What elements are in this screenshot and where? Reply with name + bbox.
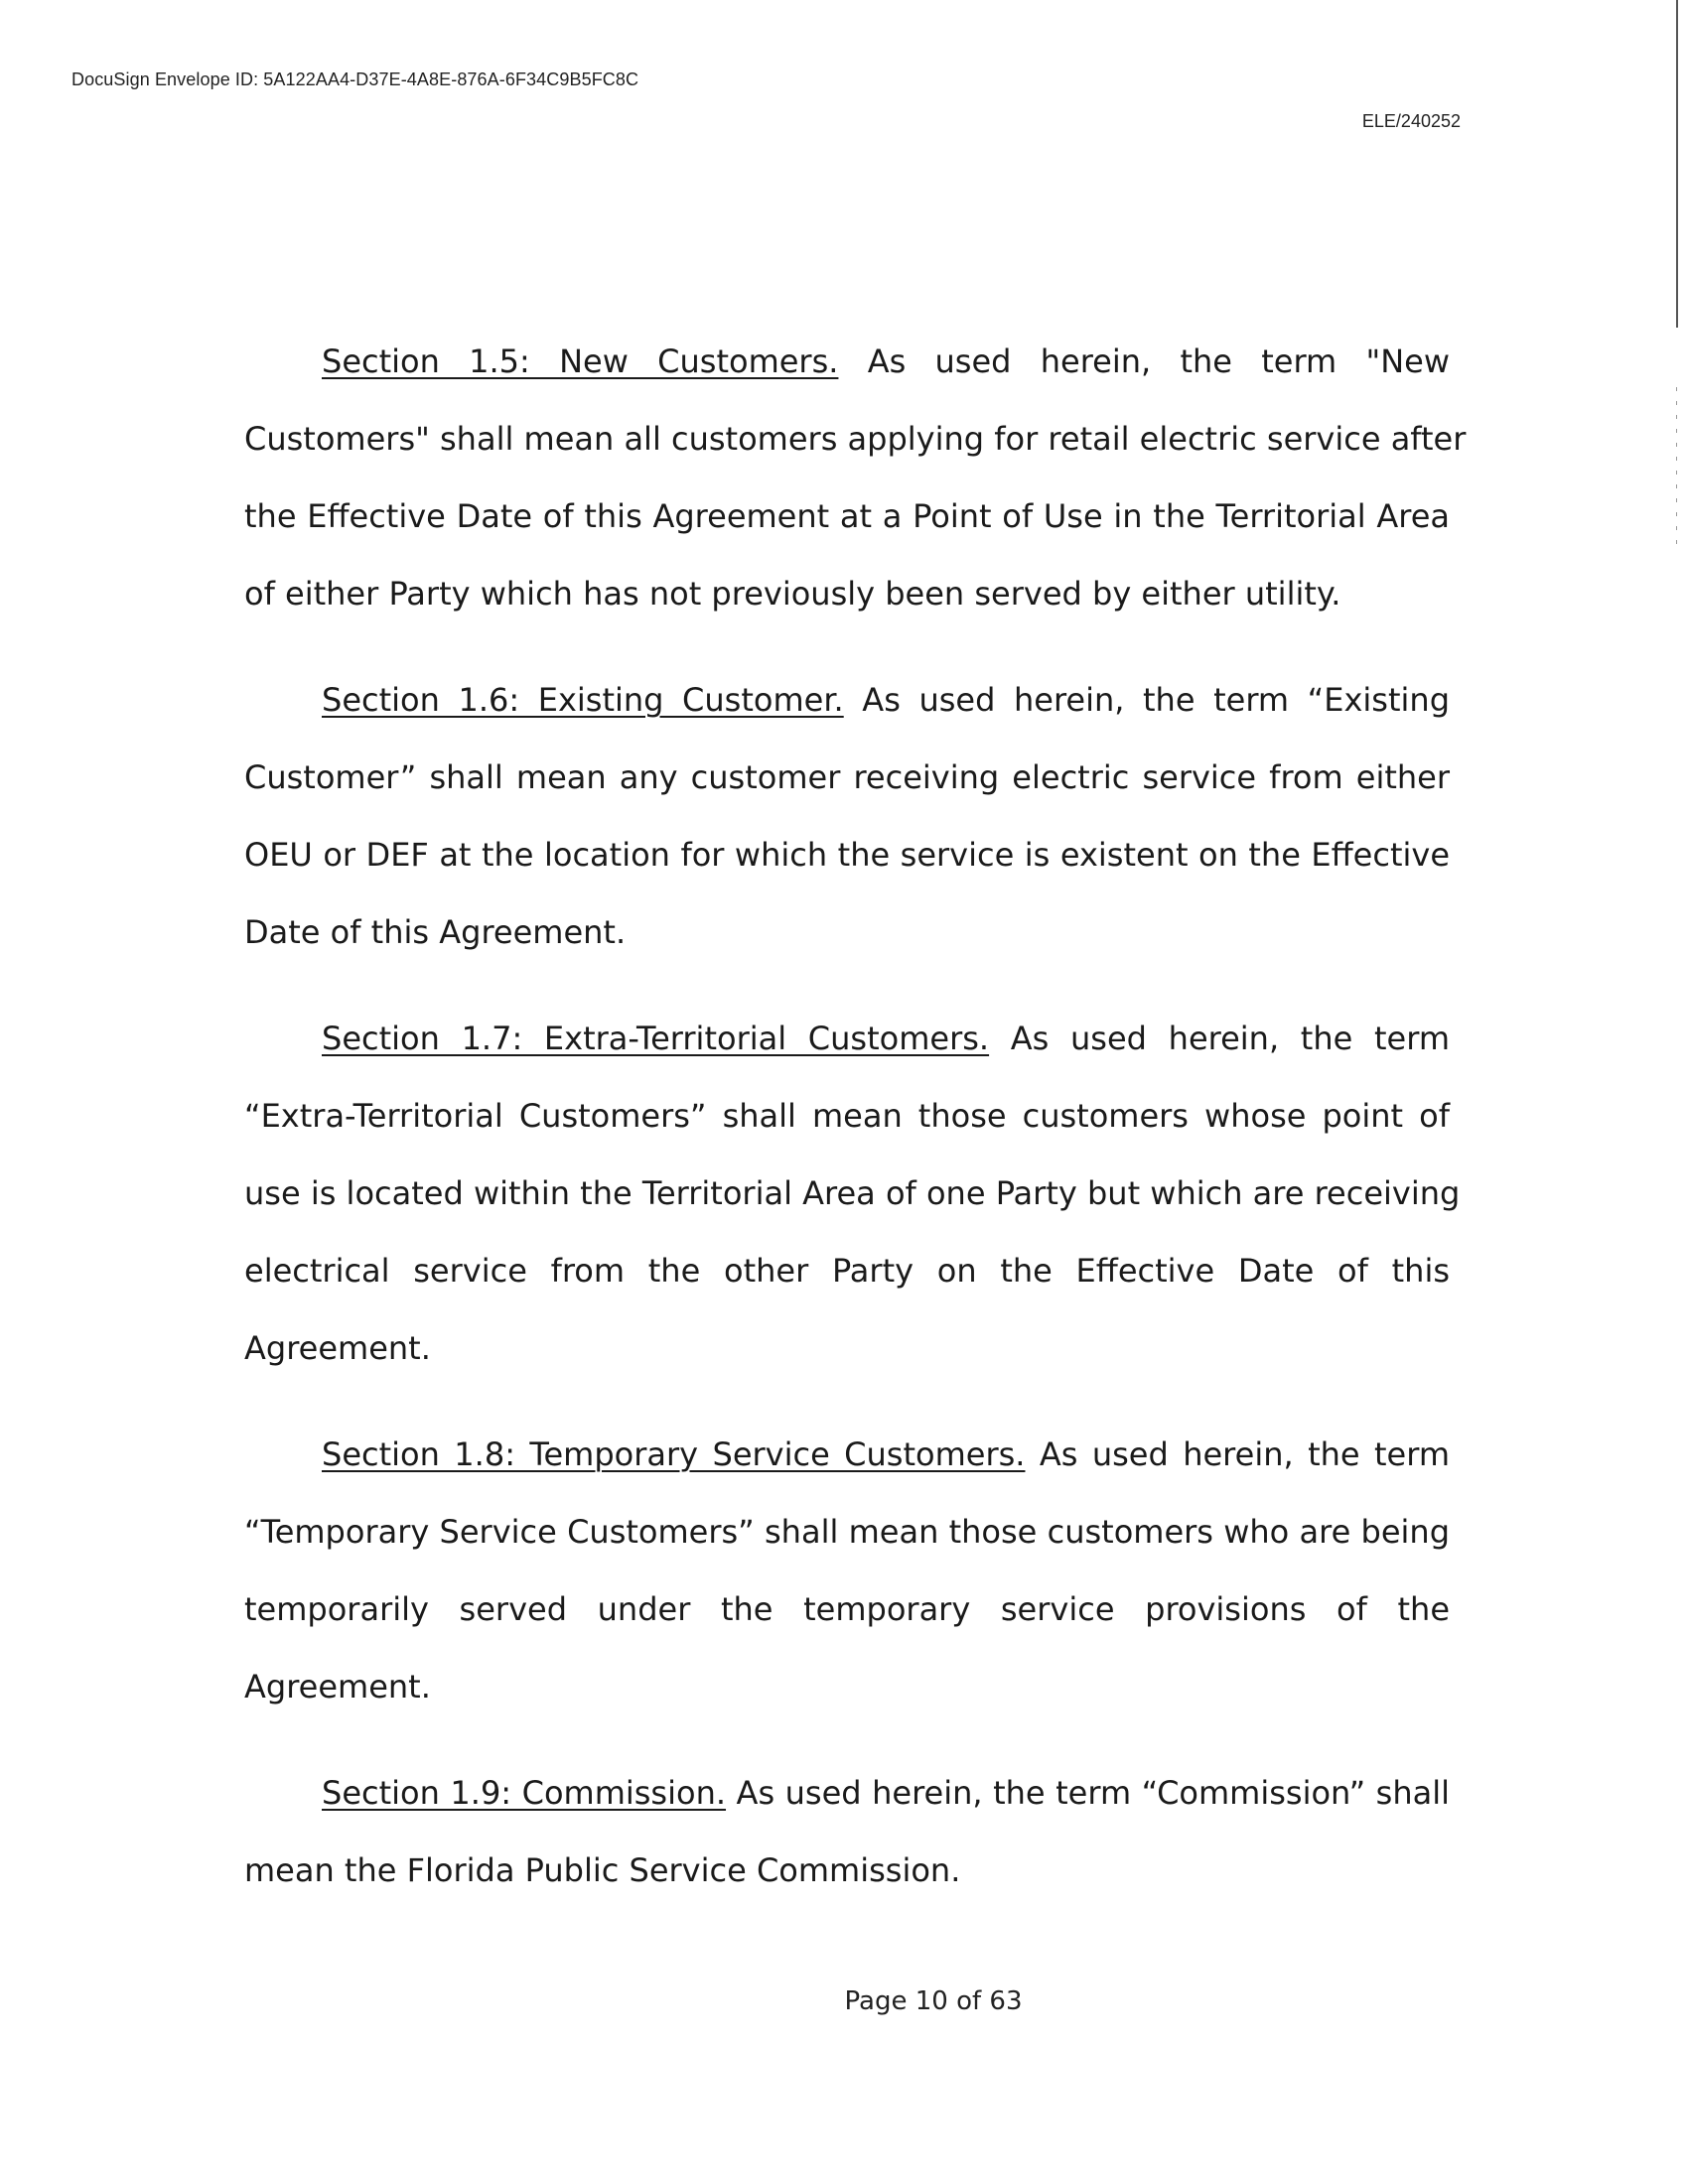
section-1-8 (244, 1425, 1450, 1734)
section-1-9 (244, 1763, 1450, 1918)
paragraph-text: As used herein, the term “Commission” shall (726, 1774, 1451, 1812)
paragraph-line (244, 670, 1450, 748)
envelope-id: DocuSign Envelope ID: 5A122AA4-D37E-4A8E-876A-6F34C9B5FC8C (71, 69, 639, 89)
paragraph-line: Date of this Agreement. (244, 913, 627, 951)
paragraph-line: of either Party which has not previously been served by either utility. (244, 575, 1341, 613)
section-heading: Section 1.6: Existing Customer. (322, 681, 844, 719)
paragraph-line: Customers" shall mean all customers applying for retail electric service after (244, 420, 1467, 458)
document-reference: ELE/240252 (1361, 111, 1461, 131)
paragraph-line: Agreement. (244, 1329, 431, 1367)
document-body (244, 332, 1467, 1947)
scan-edge-dotted (1676, 387, 1677, 546)
section-1-6 (244, 670, 1450, 980)
paragraph-line: “Temporary Service Customers” shall mean those customers who are being (244, 1513, 1450, 1551)
section-heading: Section 1.7: Extra-Territorial Customers. (322, 1020, 990, 1057)
section-1-7 (244, 1009, 1461, 1396)
paragraph-text: As used herein, the term (1025, 1435, 1451, 1473)
section-heading: Section 1.5: New Customers. (322, 342, 839, 380)
paragraph-line: use is located within the Territorial Area of one Party but which are receiving (244, 1174, 1461, 1212)
paragraph-line (244, 332, 1450, 409)
paragraph-line: electrical service from the other Party on the Effective Date of this (244, 1252, 1450, 1290)
paragraph-line: mean the Florida Public Service Commission. (244, 1851, 961, 1889)
paragraph-line: “Extra-Territorial Customers” shall mean those customers whose point of (244, 1097, 1450, 1135)
paragraph-line (244, 1425, 1450, 1502)
section-heading: Section 1.9: Commission. (322, 1774, 727, 1812)
paragraph-line: Customer” shall mean any customer receiving electric service from either (244, 758, 1450, 796)
paragraph-text: As used herein, the term "New (838, 342, 1451, 380)
paragraph-line: Agreement. (244, 1668, 431, 1706)
section-heading: Section 1.8: Temporary Service Customers. (322, 1435, 1026, 1473)
paragraph-text: As used herein, the term (989, 1020, 1451, 1057)
scan-edge-line (1676, 0, 1678, 328)
paragraph-text: As used herein, the term “Existing (843, 681, 1450, 719)
paragraph-line: the Effective Date of this Agreement at a Point of Use in the Territorial Area (244, 497, 1450, 535)
paragraph-line (244, 1009, 1450, 1086)
paragraph-line: OEU or DEF at the location for which the service is existent on the Effective (244, 836, 1450, 874)
page-number-label: Page 10 of 63 (844, 1986, 1023, 2016)
paragraph-line: temporarily served under the temporary service provisions of the (244, 1590, 1450, 1628)
page-number (0, 1986, 1688, 2016)
paragraph-line (244, 1763, 1450, 1841)
section-1-5 (244, 332, 1467, 641)
